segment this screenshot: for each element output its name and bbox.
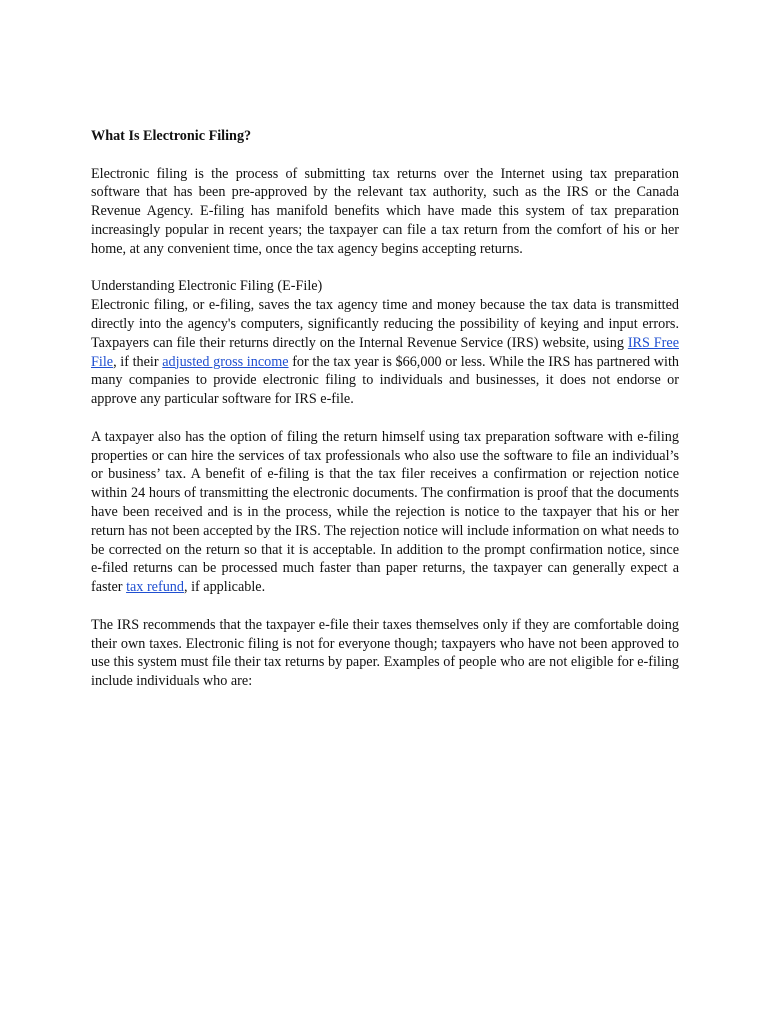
tax-refund-link[interactable]: tax refund (126, 579, 184, 596)
paragraph-recommendation: The IRS recommends that the taxpayer e-file their taxes themselves only if they are comfortable doing their own taxes. Electronic filing is not for everyone though; taxpayers who have not been approved to use this system must file their tax returns by paper. Examples of people who are not eligible for e-filing include individuals who are: (91, 616, 679, 690)
irs-free-file-link[interactable]: IRS Free File (91, 334, 679, 370)
paragraph-text: , if applicable. (183, 579, 266, 596)
paragraph-intro: Electronic filing is the process of submitting tax returns over the Internet using tax preparation software that has been pre-approved by the relevant tax authority, such as the IRS or the Canada Revenue Agency. E-filing has manifold benefits which have made this system of tax preparation increasingly popular in recent years; the taxpayer can file a tax return from the comfort of his or her home, at any convenient time, once the tax agency begins accepting returns. (91, 165, 679, 257)
paragraph-options (91, 428, 679, 597)
page-title: What Is Electronic Filing? (91, 128, 252, 144)
paragraph-text: for the tax year is $66,000 or less. While the IRS has partnered with many companies to provide electronic filing to individuals and businesses, it does not endorse or approve any particular software for IRS e-file. (91, 353, 679, 408)
adjusted-gross-income-link[interactable]: adjusted gross income (162, 353, 289, 370)
paragraph-text: , if their (113, 353, 163, 370)
paragraph-text: A taxpayer also has the option of filing the return himself using tax preparation software with e-filing properties or can hire the services of tax professionals who also use the software to file an individual’s or business’ tax. A benefit of e-filing is that the tax filer receives a confirmation or rejection notice within 24 hours of transmitting the electronic documents. The confirmation is proof that the documents have been received and is in the process, while the rejection is notice to the taxpayer that his or her return has not been accepted by the IRS. The rejection notice will include information on what needs to be corrected on the return so that it is acceptable. In addition to the prompt confirmation notice, since e-filed returns can be processed much faster than paper returns, the taxpayer can generally expect a faster (91, 428, 679, 596)
paragraph-text: Electronic filing, or e-filing, saves the tax agency time and money because the tax data is transmitted directly into the agency's computers, significantly reducing the possibility of keying and input errors. Taxpayers can file their returns directly on the Internal Revenue Service (IRS) website, using (91, 297, 679, 351)
document-body (91, 127, 679, 710)
paragraph-understanding (91, 296, 679, 409)
section-heading: Understanding Electronic Filing (E-File) (91, 278, 323, 295)
